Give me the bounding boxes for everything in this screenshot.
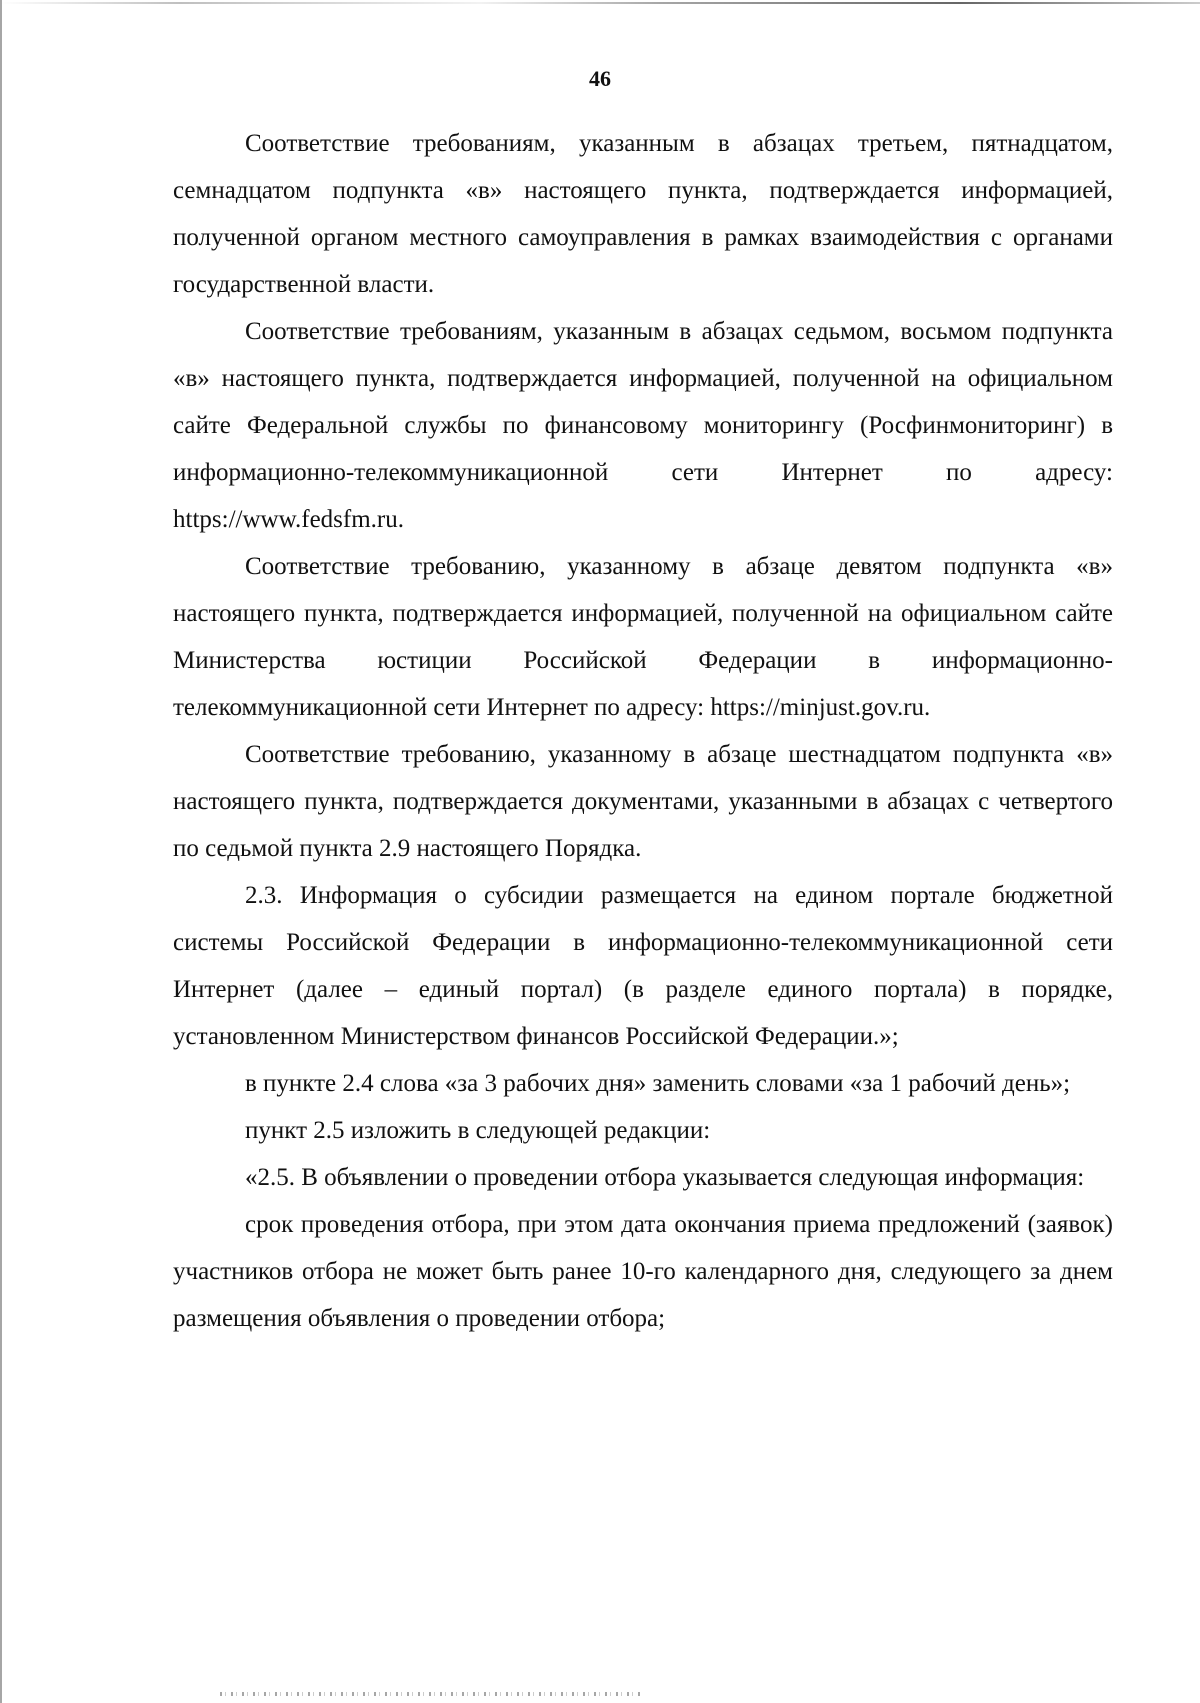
paragraph: «2.5. В объявлении о проведении отбора указывается следующая информация:	[245, 1164, 1085, 1191]
paragraph: 2.3. Информация о субсидии размещается на едином портале бюджетной системы Российской Федерации в информационно-телекоммуникационной сети Интернет (далее – единый портал) (в разделе единого портала) в порядке, установленном Министерством финансов Российской Федерации.»;	[173, 882, 1113, 1050]
scan-edge-left	[0, 0, 2, 1703]
paragraph: Соответствие требованиям, указанным в абзацах третьем, пятнадцатом, семнадцатом подпункта «в» настоящего пункта, подтверждается информацией, полученной органом местного самоуправления в рамках взаимодействия с органами государственной власти.	[173, 130, 1113, 298]
paragraph: срок проведения отбора, при этом дата окончания приема предложений (заявок) участников отбора не может быть ранее 10-го календарного дня, следующего за днем размещения объявления о проведении отбора;	[173, 1211, 1113, 1332]
paragraph: в пункте 2.4 слова «за 3 рабочих дня» заменить словами «за 1 рабочий день»;	[245, 1070, 1071, 1097]
paragraph: Соответствие требованию, указанному в абзаце шестнадцатом подпункта «в» настоящего пункта, подтверждается документами, указанными в абзацах с четвертого по седьмой пункта 2.9 настоящего Порядка.	[173, 741, 1113, 862]
scan-noise-bottom	[220, 1692, 640, 1696]
document-body	[173, 120, 1113, 1342]
paragraph: пункт 2.5 изложить в следующей редакции:	[245, 1117, 711, 1144]
paragraph: Соответствие требованиям, указанным в абзацах седьмом, восьмом подпункта «в» настоящего пункта, подтверждается информацией, полученной на официальном сайте Федеральной службы по финансовому мониторингу (Росфинмониторинг) в информационно-телекоммуникационной сети Интернет по адресу: https://www.fedsfm.ru.	[173, 318, 1113, 533]
paragraph: Соответствие требованию, указанному в абзаце девятом подпункта «в» настоящего пункта, подтверждается информацией, полученной на официальном сайте Министерства юстиции Российской Федерации в информационно-телекоммуникационной сети Интернет по адресу: https://minjust.gov.ru.	[173, 553, 1113, 721]
page-number: 46	[589, 66, 611, 91]
scan-edge-top	[0, 2, 1200, 4]
